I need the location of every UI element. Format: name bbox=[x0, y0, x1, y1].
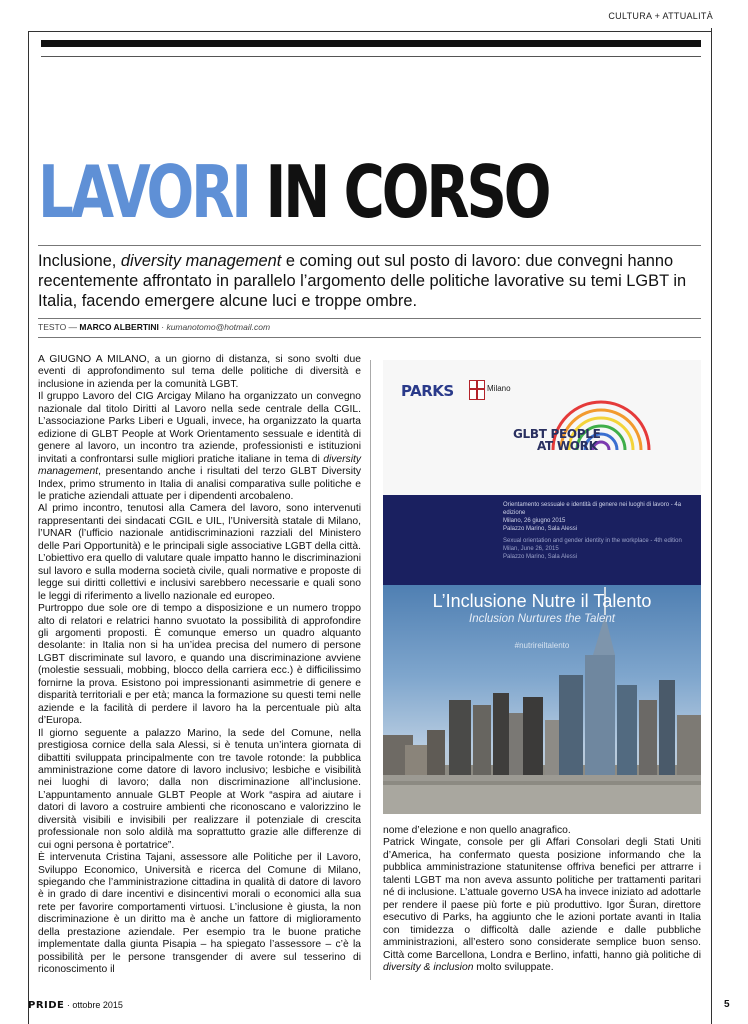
credit-label: TESTO — bbox=[38, 322, 80, 332]
frame-right-line bbox=[711, 28, 712, 1024]
title-part-blue: LAVORI bbox=[38, 150, 250, 234]
poster-subheadline: Inclusion Nurtures the Talent bbox=[469, 613, 615, 625]
paragraph-text: , presentando anche i risultati del terzo GLBT Diversity Index, primo strumento in Italia di analisi comparativa sulle politiche e le pratiche aziendali attuate per i dipendenti arcobaleno. bbox=[38, 466, 361, 502]
credit-author: MARCO ALBERTINI bbox=[79, 322, 159, 332]
lead-text-1: Inclusione, bbox=[38, 252, 121, 270]
credit-separator: · bbox=[158, 322, 167, 332]
paragraph: Il giorno seguente a palazzo Marino, la sede del Comune, nella prestigiosa cornice della sala Alessi, si è tenuta un’intera giornata di dibattiti sviluppata principalmente con tre tavole rotonde: la pubblica amministrazione come datore di lavoro inclusivo; lesbiche e visibilità nei luoghi di lavoro; dalla non discriminazione all’inclusione. L’appuntamento annuale GLBT People at Work “aspira ad aiutare i datori di lavoro a costruire ambienti che riconoscano e valorizzino le diversità visibili e invisibili per realizzare il potenziale di crescita professionale non solo aldilà ma soprattutto grazie alle differenze di cui ogni persona è portatrice”. bbox=[38, 727, 361, 851]
logo-line-1: GLBT PEOPLE bbox=[513, 427, 601, 441]
column-divider bbox=[370, 360, 371, 980]
poster-info-text bbox=[503, 501, 693, 561]
paragraph: Al primo incontro, tenutosi alla Camera del lavoro, sono intervenuti rappresentanti dei sindacati CGIL e UIL, l’Università statale di Milano, l’UNAR (l’ufficio nazionale antidiscriminazioni razziali del Ministero delle Pari Opportunità) e le principali sigle associative LGBT della città. L’obiettivo era quello di valutare quale impatto hanno le discriminazioni sul lavoro e sulla moderna società civile, quali normative e proposte di legge sui diritti collettivi e inclusivi sarebbero necessarie e quali sono le leggi di riferimento a livello nazionale ed europeo. bbox=[38, 503, 361, 602]
section-tag: CULTURA + ATTUALITÀ bbox=[608, 11, 713, 21]
frame-top-line bbox=[28, 31, 712, 32]
footer-brand bbox=[28, 1000, 123, 1011]
poster-sky-scene bbox=[383, 585, 701, 814]
event-poster-photo bbox=[383, 360, 701, 814]
author-credit bbox=[38, 322, 270, 332]
credit-email[interactable]: kumanotomo@hotmail.com bbox=[166, 322, 271, 332]
paragraph bbox=[383, 837, 701, 974]
glbt-people-at-work-logo bbox=[513, 428, 601, 452]
logo-line-2: AT WORK bbox=[537, 439, 598, 453]
paragraph: A GIUGNO A MILANO, a un giorno di distanza, si sono svolti due eventi di approfondimento sul tema delle politiche di diversità e inclusione in azienda per la comunità LGBT. bbox=[38, 354, 361, 390]
magazine-name: PRIDE bbox=[28, 1000, 65, 1011]
paragraph: È intervenuta Cristina Tajani, assessore alle Politiche per il Lavoro, Sviluppo Economico, Università e ricerca del Comune di Milano, spiegando che l’amministrazione cittadina in qualità di datore di lavoro è in grado di dare incentivi e disincentivi morali o economici alla sua rete per favorire comportamenti virtuosi. L’inclusione è giusta, la non discriminazione è un diritto ma è anche un fattore di miglioramento della prestazione aziendale. Per esempio tra le buone pratiche implementate dalla giunta Pisapia – ha spiegato l’assessore – c’è la possibilità per le persone transgender di avere sul tesserino di riconoscimento il bbox=[38, 852, 361, 976]
article-title bbox=[38, 152, 548, 232]
lead-paragraph bbox=[38, 251, 708, 311]
paragraph-italic: diversity management bbox=[38, 453, 361, 478]
paragraph: Purtroppo due sole ore di tempo a disposizione e un numero troppo alto di relatori e relatrici hanno svuotato la possibilità di approfondire gli argomenti proposti. È comunque emerso un quadro alquanto desolante: in Italia non si ha un’idea precisa del numero di persone LGBT discriminate sul lavoro, e quando una discriminazione avviene (molestie sessuali, mobbing, blocco della carriera ecc.) è difficilissimo fornirne la prova. Esistono poi impressionanti asimmetrie di genere e disparità territoriali e per età; manca la formazione su questi temi nelle aziende e la facilità di perdere il lavoro ha la percentuale più alta d’Europa. bbox=[38, 603, 361, 727]
poster-headline: L’Inclusione Nutre il Talento bbox=[432, 591, 652, 611]
lead-text-2: e coming out sul posto di lavoro: due convegni hanno recentemente affrontato in parallelo l’argomento delle politiche lavorative su temi LGBT in Italia, facendo emergere alcune luci e troppe ombre. bbox=[38, 252, 687, 310]
paragraph-text: Il gruppo Lavoro del CIG Arcigay Milano ha organizzato un convegno nazionale dal titolo Diritti al Lavoro nella sede centrale della CGIL. L’associazione Parks Liberi e Uguali, invece, ha organizzato la quarta edizione di GLBT People at Work Orientamento sessuale e identità di genere al lavoro, un incontro tra aziende, professionisti e istituzioni invitati a confrontarsi sulle migliori pratiche italiane in tema di bbox=[38, 391, 361, 465]
info-english: Sexual orientation and gender identity in the workplace - 4th edition Milan, June 26, 2015 Palazzo Marino, Sala Alessi bbox=[503, 538, 682, 560]
poster-hashtag: #nutrireiltalento bbox=[514, 641, 570, 650]
poster-info-band bbox=[383, 495, 701, 585]
paragraph-text: molto sviluppate. bbox=[473, 961, 554, 973]
header-rule bbox=[41, 56, 701, 57]
right-column bbox=[383, 825, 701, 974]
lead-rule-top bbox=[38, 245, 701, 246]
milano-shield-icon bbox=[469, 380, 485, 400]
lead-text-italic: diversity management bbox=[120, 252, 282, 270]
left-column bbox=[38, 354, 361, 977]
info-italian: Orientamento sessuale e identità di genere nei luoghi di lavoro - 4a edizione Milano, 26 giugno 2015 Palazzo Marino, Sala Alessi bbox=[503, 502, 682, 532]
paragraph-text: Patrick Wingate, console per gli Affari Consolari degli Stati Uniti d’America, ha confermato questa posizione informando che la pubblica amministrazione statunitense offriva benefici per attrarre i talenti LGBT ma non aveva assunto politiche per trattamenti paritari né di inclusione. L’attuale governo USA ha invece iniziato ad adottarle per rendere il paese più forte e più produttivo. Igor Šuran, direttore esecutivo di Parks, ha aggiunto che le azioni portate avanti in Italia con timidezza o difficoltà dalle aziende e dalle pubbliche amministrazioni, all’estero sono considerate semplice buon senso. Città come Barcellona, Londra e Berlino, infatti, hanno già politiche di bbox=[383, 837, 701, 961]
frame-left-line bbox=[28, 31, 29, 1024]
header-bar bbox=[41, 40, 701, 47]
title-part-black: IN CORSO bbox=[265, 150, 549, 234]
milano-label: Milano bbox=[487, 384, 511, 393]
parks-logo: PARKS bbox=[401, 382, 454, 400]
credit-rule-top bbox=[38, 318, 701, 319]
issue-date: · ottobre 2015 bbox=[64, 1000, 123, 1010]
paragraph-italic: diversity & inclusion bbox=[383, 961, 474, 973]
paragraph bbox=[38, 391, 361, 503]
credit-rule-bottom bbox=[38, 337, 701, 338]
poster-header bbox=[383, 360, 701, 495]
page-number: 5 bbox=[724, 999, 730, 1010]
paragraph: nome d’elezione e non quello anagrafico. bbox=[383, 825, 571, 836]
